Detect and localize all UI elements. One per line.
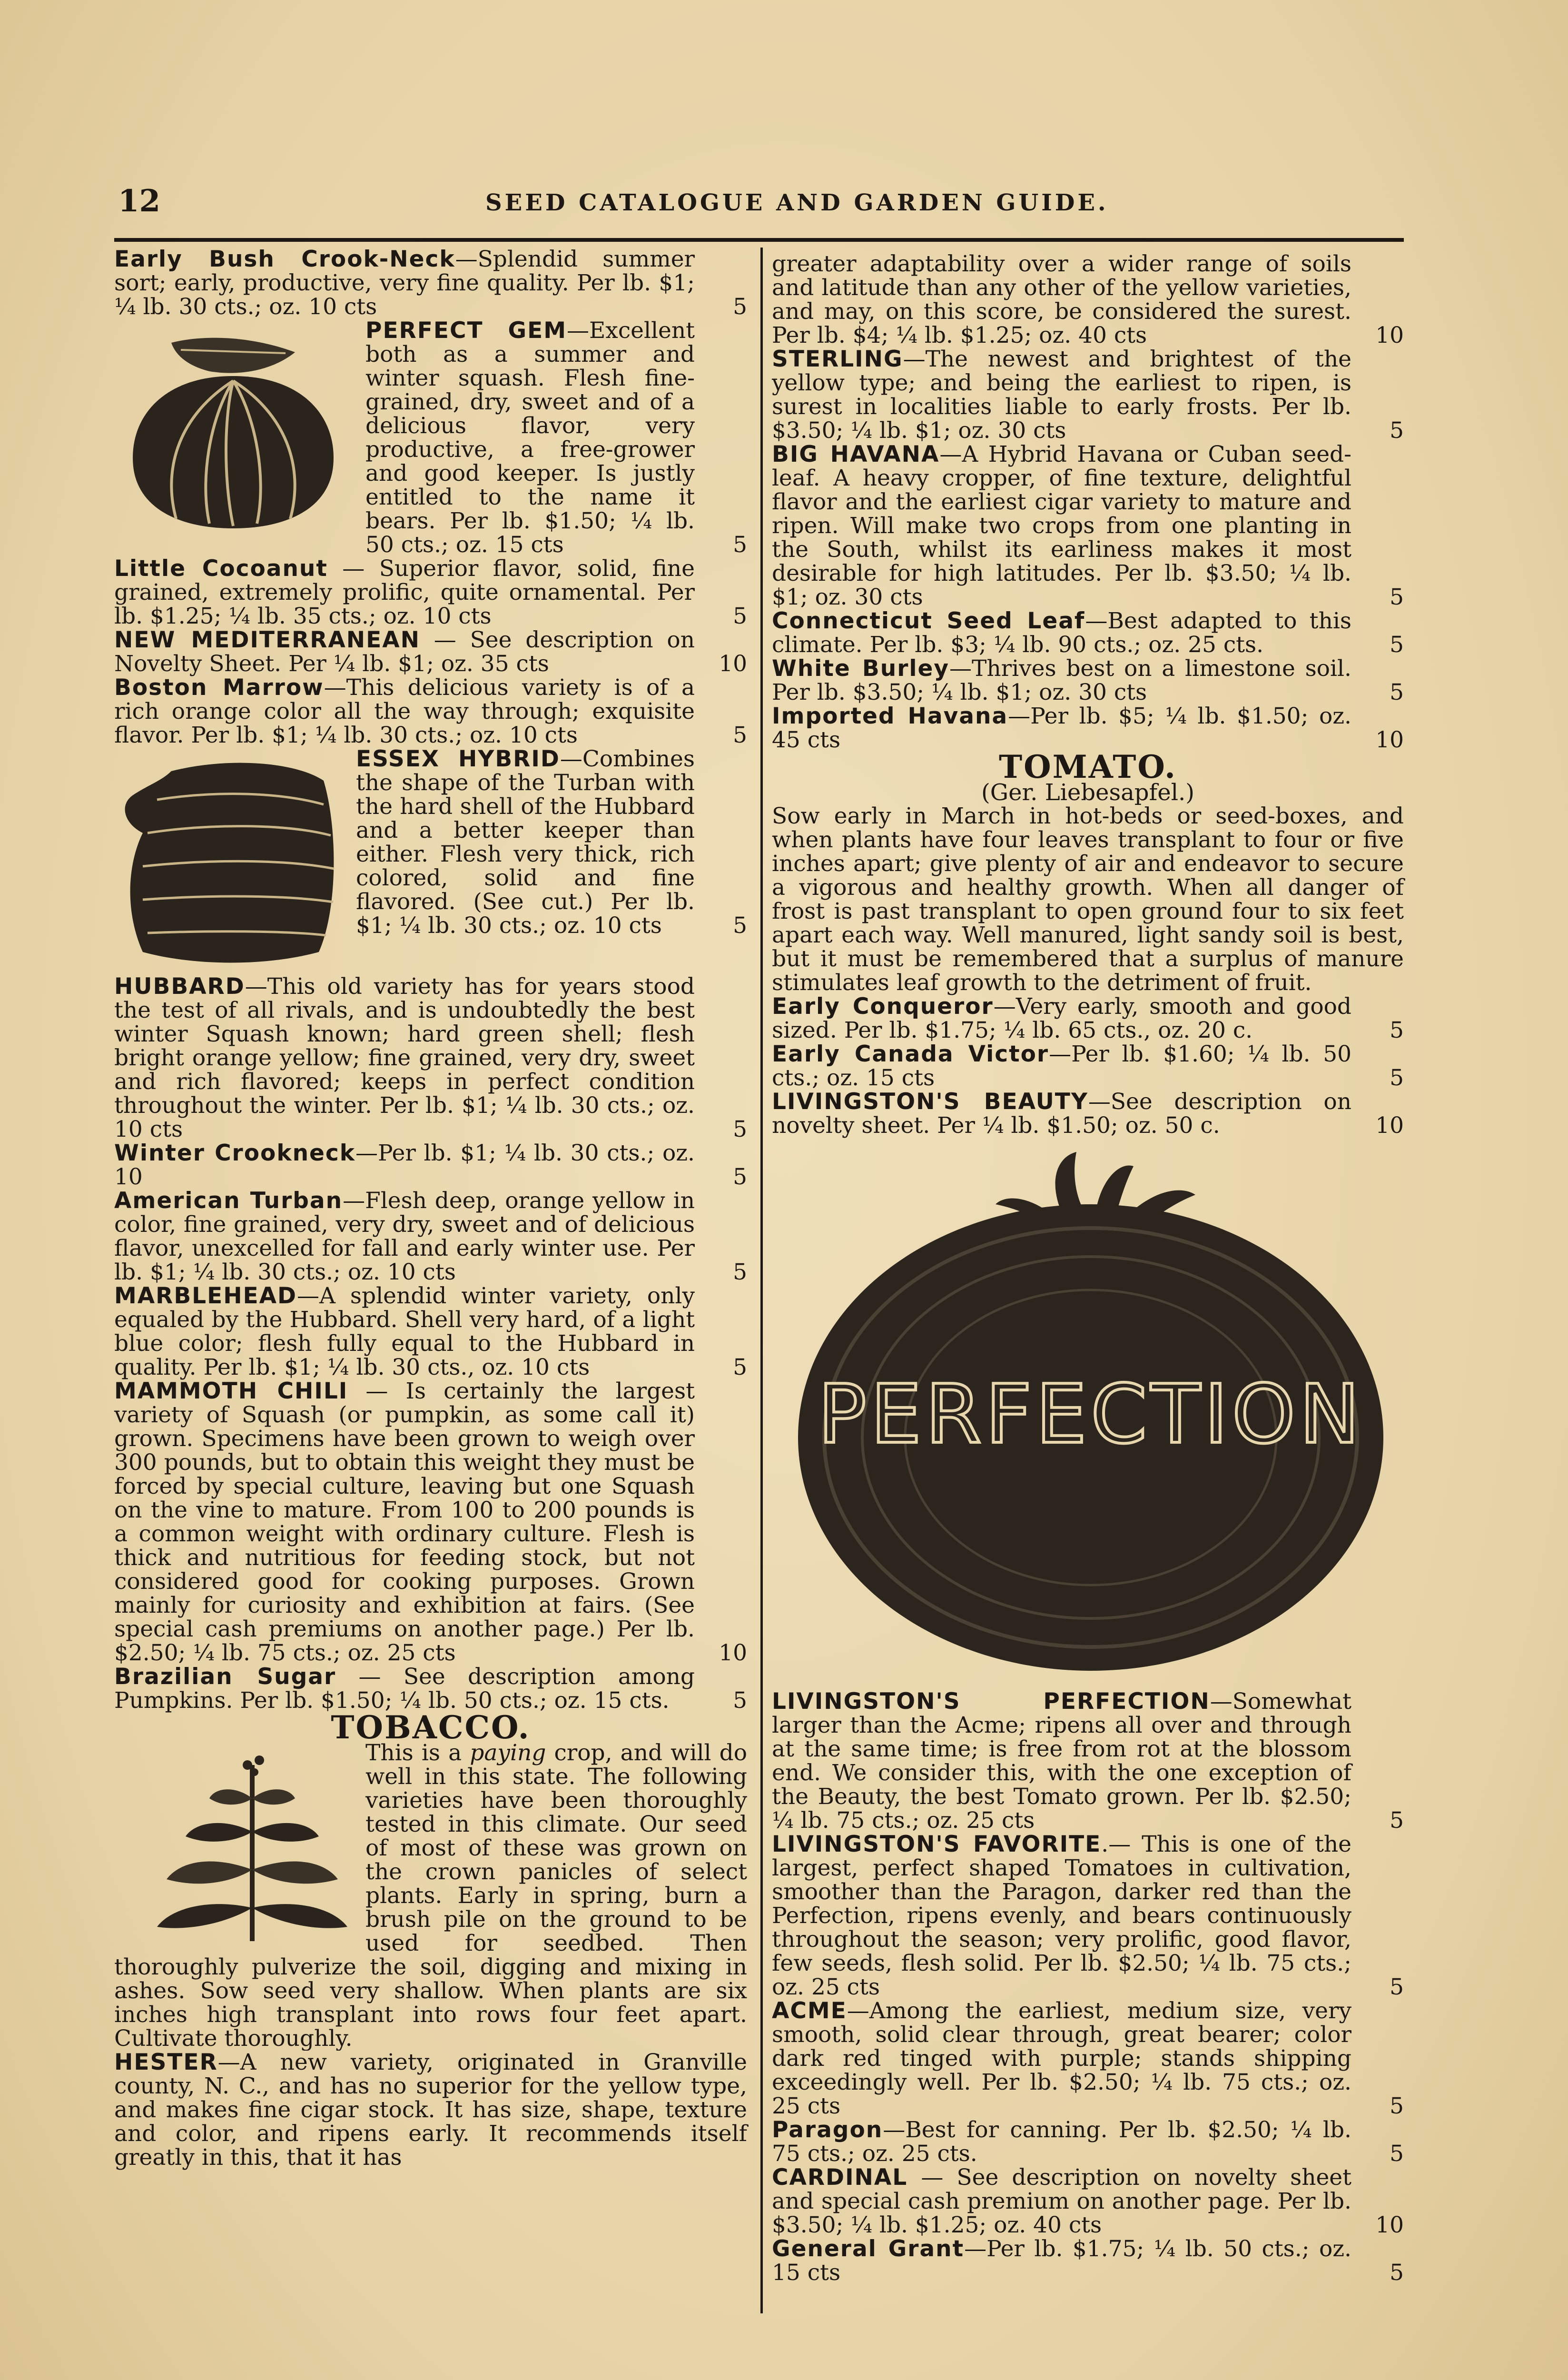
perfection-figure-label: PERFECTION	[818, 1368, 1364, 1462]
tomato-entry: Early Conqueror—Very early, smooth and good sized. Per lb. $1.75; ¼ lb. 65 cts., oz. 20 c. 5	[772, 993, 1404, 1043]
tomato-entry: CARDINAL — See description on novelty sheet and special cash premium on another page. Per lb. $3.50; ¼ lb. $1.25; oz. 40 cts 10	[772, 2164, 1404, 2238]
tobacco-entry: Connecticut Seed Leaf—Best adapted to this climate. Per lb. $3; ¼ lb. 90 cts.; oz. 25 cts. 5	[772, 608, 1404, 658]
tobacco-entry: STERLING—The newest and brightest of the yellow type; and being the earliest to ripen, is surest in localities liable to early frosts. Per lb. $3.50; ¼ lb. $1; oz. 30 cts 5	[772, 346, 1404, 444]
tomato-german-name: (Ger. Liebesapfel.)	[981, 779, 1194, 806]
tobacco-entry-continued: greater adaptability over a wider range of soils and latitude than any other of the yellow varieties, and may, on this score, be considered the surest. Per lb. $4; ¼ lb. $1.25; oz. 40 cts 10	[772, 251, 1404, 348]
tobacco-plant-illustration	[152, 1746, 352, 1946]
tomato-entry: LIVINGSTON'S FAVORITE.— This is one of the largest, perfect shaped Tomatoes in cultivation, smoother than the Paragon, darker red than the Perfection, ripens evenly, and bears continuously throughout the season; very prolific, good flavor, few seeds, flesh solid. Per lb. $2.50; ¼ lb. 75 cts.; oz. 25 cts 5	[772, 1831, 1404, 2000]
squash-entry: Winter Crookneck—Per lb. $1; ¼ lb. 30 cts.; oz. 10 5	[114, 1140, 747, 1190]
squash-entry: MARBLEHEAD—A splendid winter variety, only equaled by the Hubbard. Shell very hard, of a light blue color; flesh fully equal to the Hubbard in quality. Per lb. $1; ¼ lb. 30 cts., oz. 10 cts 5	[114, 1283, 747, 1380]
essex-hybrid-block	[114, 747, 747, 975]
perfection-tomato-illustration	[791, 1147, 1390, 1676]
squash-entry: NEW MEDITERRANEAN — See description on Novelty Sheet. Per ¼ lb. $1; oz. 35 cts 10	[114, 627, 747, 677]
tomato-entry: Early Canada Victor—Per lb. $1.60; ¼ lb. 50 cts.; oz. 15 cts 5	[772, 1041, 1404, 1091]
squash-entry: ESSEX HYBRID—Combines the shape of the Turban with the hard shell of the Hubbard and a better keeper than either. Flesh very thick, rich colored, solid and fine flavored. (See cut.) Per lb. $1; ¼ lb. 30 cts.; oz. 10 cts 5	[356, 747, 747, 939]
tomato-intro: Sow early in March in hot-beds or seed-boxes, and when plants have four leaves transplant to four or five inches apart; give plenty of air and endeavor to secure a vigorous and healthy growth. When all danger of frost is past transplant to open ground four to six feet apart each way. Well manured, light sandy soil is best, but it must be remembered that a surplus of manure stimulates leaf growth to the detriment of fruit.	[772, 803, 1404, 996]
column-divider	[760, 248, 763, 2313]
tomato-heading: TOMATO.	[999, 748, 1177, 785]
squash-entry: American Turban—Flesh deep, orange yellow in color, fine grained, very dry, sweet and of delicious flavor, unexcelled for fall and early winter use. Per lb. $1; ¼ lb. 30 cts.; oz. 10 cts 5	[114, 1188, 747, 1285]
tobacco-entry: BIG HAVANA—A Hybrid Havana or Cuban seed-leaf. A heavy cropper, of fine texture, delightful flavor and the earliest cigar variety to mature and ripen. Will make two crops from one planting in the South, whilst its earliness makes it most desirable for high latitudes. Per lb. $3.50; ¼ lb. $1; oz. 30 cts 5	[772, 441, 1404, 610]
tobacco-entry: White Burley—Thrives best on a limestone soil. Per lb. $3.50; ¼ lb. $1; oz. 30 cts 5	[772, 655, 1404, 705]
tobacco-intro-block	[114, 1741, 747, 2051]
tomato-entry: General Grant—Per lb. $1.75; ¼ lb. 50 cts.; oz. 15 cts 5	[772, 2236, 1404, 2286]
squash-entry: Boston Marrow—This delicious variety is of a rich orange color all the way through; exquisite flavor. Per lb. $1; ¼ lb. 30 cts.; oz. 10 cts 5	[114, 674, 747, 748]
squash-entry: HUBBARD—This old variety has for years stood the test of all rivals, and is undoubtedly the best winter Squash known; hard green shell; flesh bright orange yellow; fine grained, very dry, sweet and rich flavored; keeps in perfect condition throughout the winter. Per lb. $1; ¼ lb. 30 cts.; oz. 10 cts 5	[114, 973, 747, 1142]
right-column	[772, 252, 1404, 2285]
tobacco-heading: TOBACCO.	[331, 1709, 531, 1746]
page-number: 12	[118, 183, 161, 219]
squash-entry: Brazilian Sugar — See description among Pumpkins. Per lb. $1.50; ¼ lb. 50 cts.; oz. 15 cts. 5	[114, 1664, 747, 1714]
tobacco-entry: Imported Havana—Per lb. $5; ¼ lb. $1.50; oz. 45 cts 10	[772, 703, 1404, 753]
tobacco-entry: HESTER—A new variety, originated in Granville county, N. C., and has no superior for the yellow type, and makes fine cigar stock. It has size, shape, texture and color, and ripens early. It recommends itself greatly in this, that it has	[114, 2049, 747, 2171]
header-rule	[114, 238, 1404, 242]
squash-entry: Early Bush Crook-Neck—Splendid summer sort; early, productive, very fine quality. Per lb. $1; ¼ lb. 30 cts.; oz. 10 cts 5	[114, 246, 747, 320]
tomato-entry: LIVINGSTON'S PERFECTION—Somewhat larger than the Acme; ripens all over and through at the same time; is free from rot at the blossom end. We consider this, with the one exception of the Beauty, the best Tomato grown. Per lb. $2.50; ¼ lb. 75 cts.; oz. 25 cts 5	[772, 1688, 1404, 1834]
tobacco-intro: This is a paying crop, and will do well in this state. The following varieties have been thoroughly tested in this climate. Our seed of most of these was grown on the crown panicles of select plants. Early in spring, burn a brush pile on the ground to be used for seedbed. Then thoroughly pulverize the soil, digging and mixing in ashes. Sow seed very shallow. When plants are six inches high transplant into rows four feet apart. Cultivate thoroughly.	[114, 1741, 747, 2051]
tomato-entry: Paragon—Best for canning. Per lb. $2.50; ¼ lb. 75 cts.; oz. 25 cts. 5	[772, 2117, 1404, 2167]
tomato-entry: ACME—Among the earliest, medium size, very smooth, solid clear through, great bearer; color dark red tinged with purple; stands shipping exceedingly well. Per lb. $2.50; ¼ lb. 75 cts.; oz. 25 cts 5	[772, 1998, 1404, 2119]
squash-entry: MAMMOTH CHILI — Is certainly the largest variety of Squash (or pumpkin, as some call it) grown. Specimens have been grown to weigh over 300 pounds, but to obtain this weight they must be forced by special culture, leaving but one Squash on the vine to mature. From 100 to 200 pounds is a common weight with ordinary culture. Flesh is thick and nutritious for feeding stock, but not considered good for cooking purposes. Grown mainly for curiosity and exhibition at fairs. (See special cash premiums on another page.) Per lb. $2.50; ¼ lb. 75 cts.; oz. 25 cts 10	[114, 1378, 747, 1666]
squash-entry: PERFECT GEM—Excellent both as a summer and winter squash. Flesh fine-grained, dry, sweet and of a delicious flavor, very productive, a free-grower and good keeper. Is justly entitled to the name it bears. Per lb. $1.50; ¼ lb. 50 cts.; oz. 15 cts 5	[365, 319, 747, 557]
left-column	[114, 248, 747, 2170]
running-title: SEED CATALOGUE AND GARDEN GUIDE.	[485, 189, 1109, 216]
tomato-entry: LIVINGSTON'S BEAUTY—See description on novelty sheet. Per ¼ lb. $1.50; oz. 50 c. 10	[772, 1089, 1404, 1139]
squash-entry: Little Cocoanut — Superior flavor, solid, fine grained, extremely prolific, quite ornamental. Per lb. $1.25; ¼ lb. 35 cts.; oz. 10 cts 5	[114, 555, 747, 629]
perfect-gem-block	[114, 319, 747, 557]
